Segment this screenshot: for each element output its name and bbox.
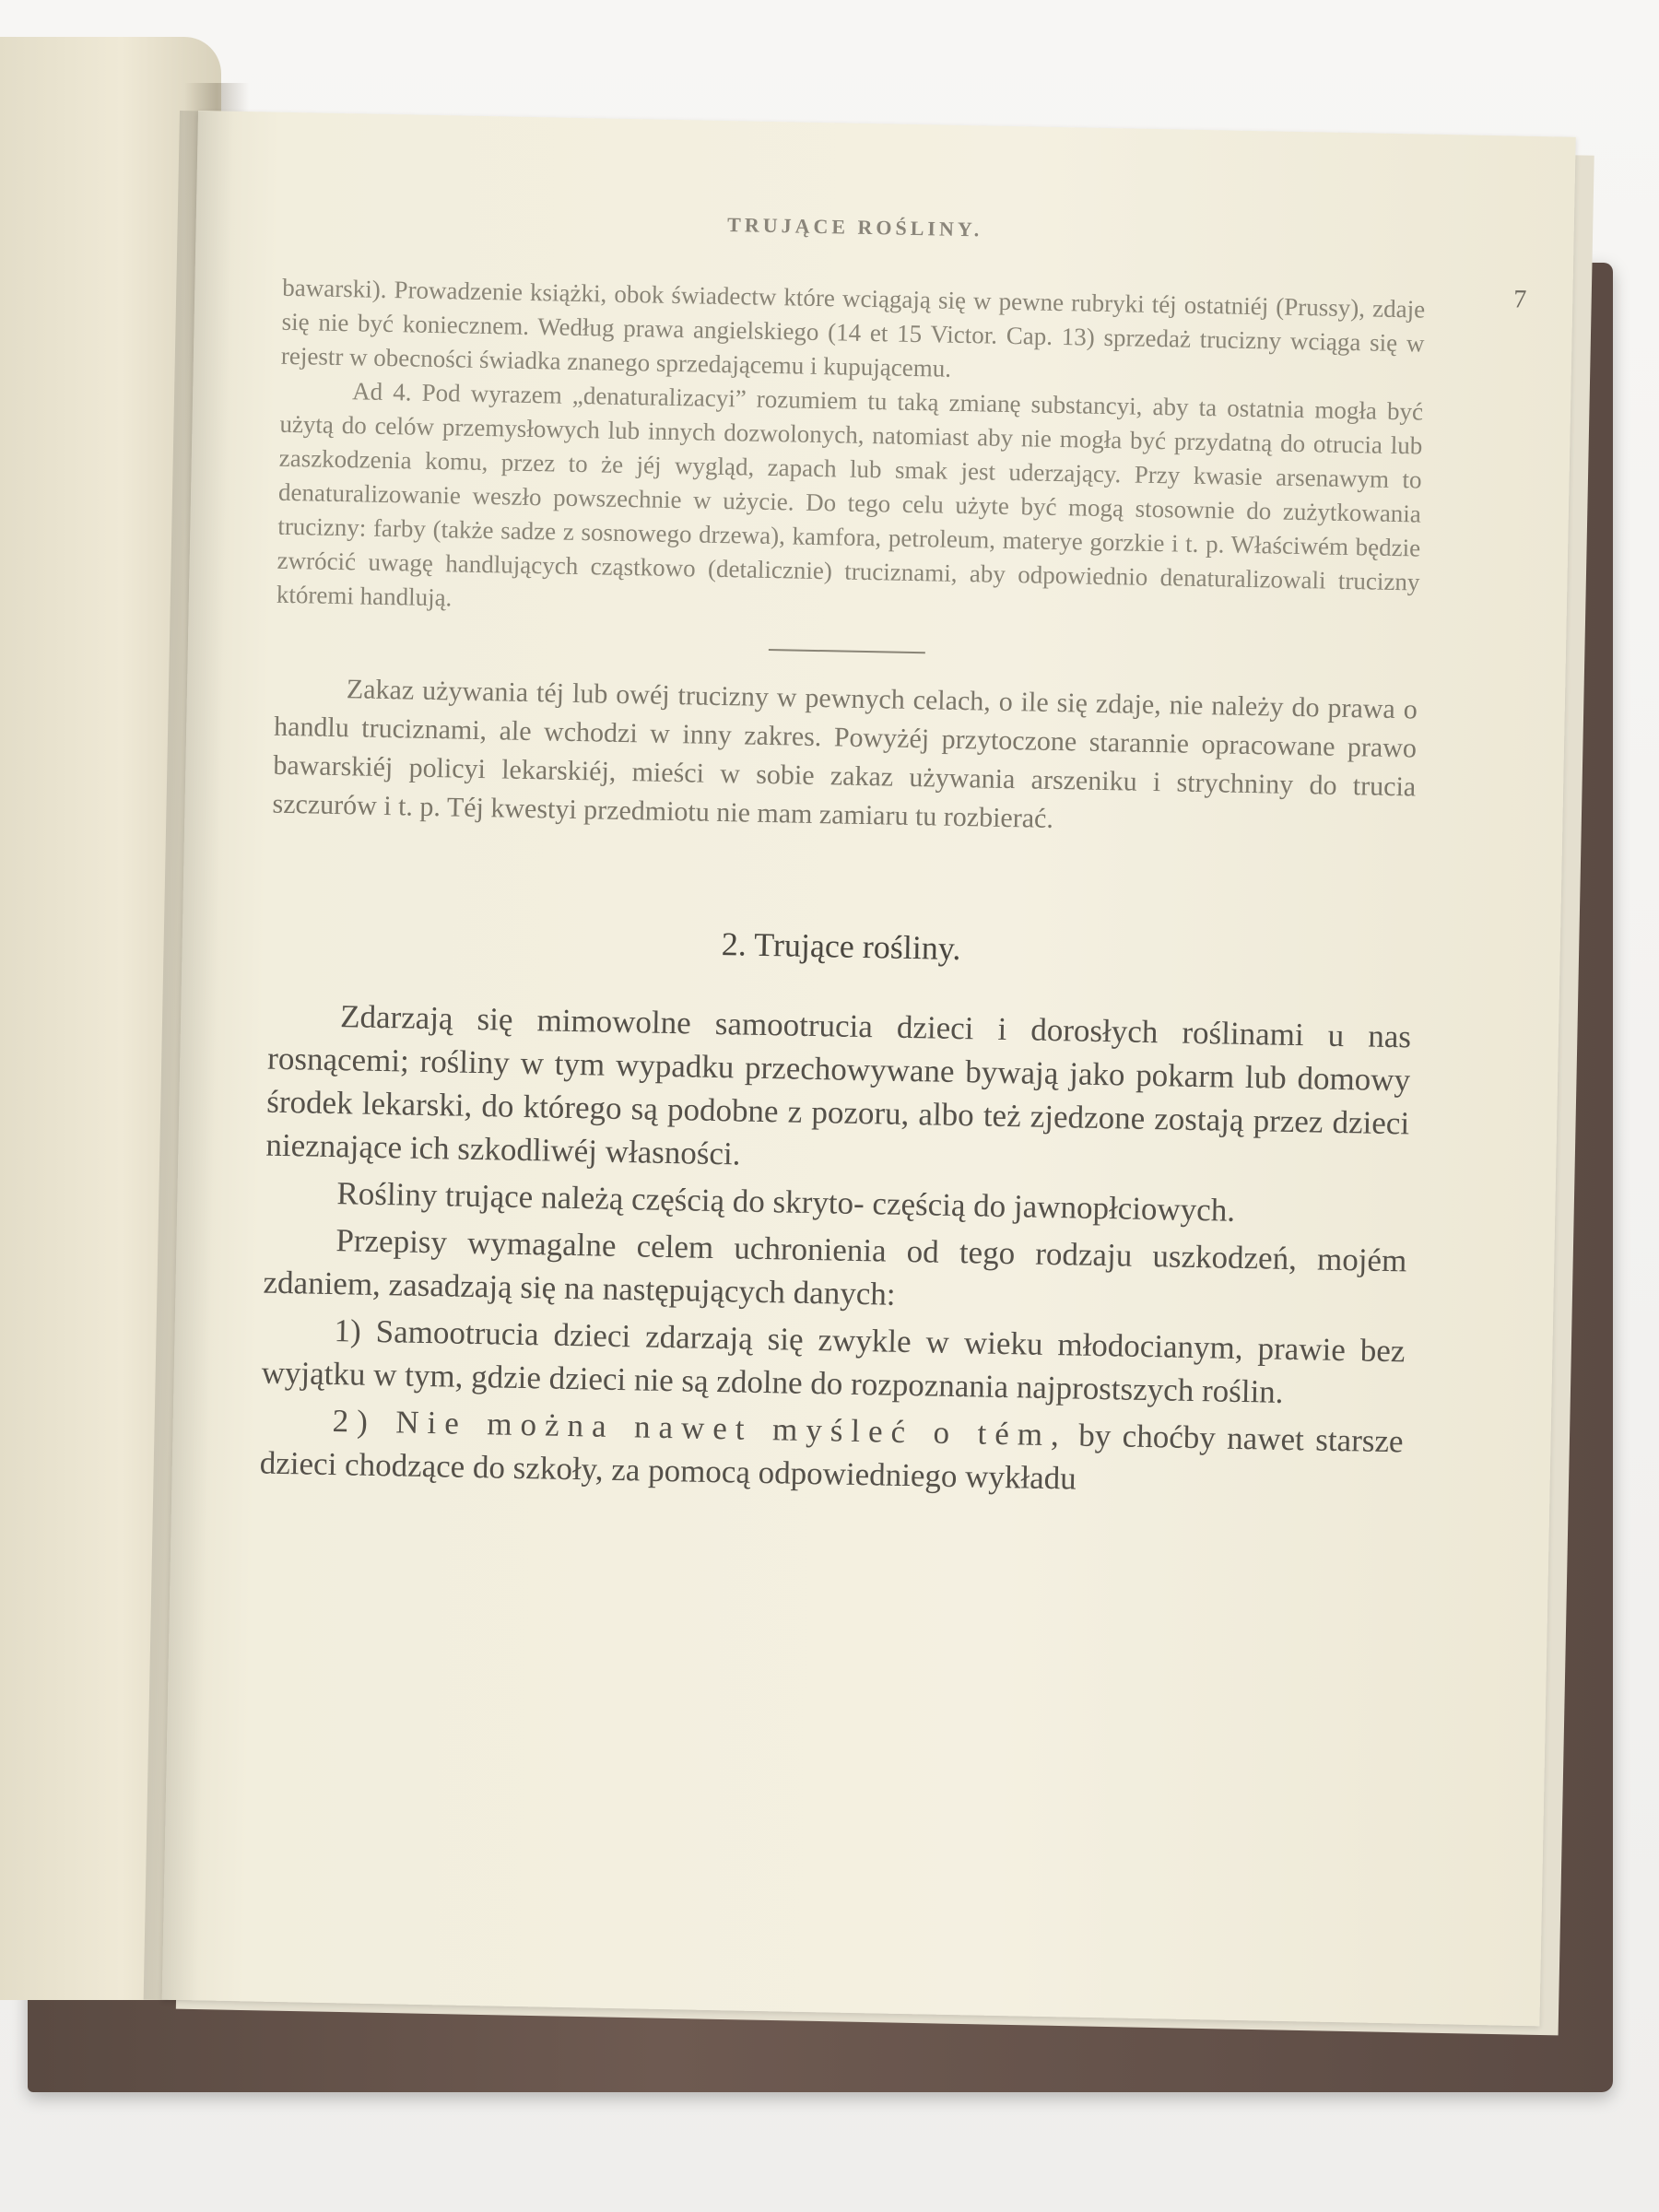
- small-paragraph-2: Ad 4. Pod wyrazem „denaturalizacyi” rozumiem tu taką zmianę substancyi, aby ta ostatnia mogła być użytą do celów przemysłowych lub innych dozwolonych, natomiast aby nie mogła być przydatną do otrucia lub zaszkodzenia komu, przez to że jéj wygląd, zapach lub smak jest uderzający. Przy kwasie arsenawym to denaturalizowanie weszło powszechnie w użycie. Do tego celu użyte być mogą stosownie do zużytkowania trucizny: farby (także sadze z sosnowego drzewa), kamfora, petroleum, materye gorzkie i t. p. Właściwém będzie zwrócić uwagę handlujących cząstkowo (detalicznie) truciznami, aby odpowiednio denaturalizowali trucizny któremi handlują.: [276, 377, 1424, 612]
- page-content: [259, 205, 1427, 1511]
- body-paragraph-4: 1) Samootrucia dzieci zdarzają się zwykle w wieku młodocianym, prawie bez wyjątku w tym, gdzie dzieci nie są zdolne do rozpoznania najprostszych roślin.: [261, 1312, 1406, 1410]
- running-head: TRUJĄCE ROŚLINY.: [726, 213, 983, 241]
- page-number: 7: [1513, 285, 1527, 314]
- mid-paragraph: Zakaz używania téj lub owéj trucizny w pewnych celach, o ile się zdaje, nie należy do prawa o handlu truciznami, ale wchodzi w inny zakres. Powyżéj przytoczone starannie opracowane prawo bawarskiéj policyi lekarskiéj, mieści w sobie zakaz używania arszeniku i strychniny do trucia szczurów i t. p. Téj kwestyi przedmiotu nie mam zamiaru tu rozbierać.: [272, 674, 1418, 834]
- body-paragraph-2: Rośliny trujące należą częścią do skryto- częścią do jawnopłciowych.: [336, 1175, 1236, 1229]
- body-paragraph-5: [259, 1398, 1404, 1507]
- main-text-section: [259, 994, 1411, 1507]
- book-page: [162, 111, 1576, 2026]
- body-paragraph-3: Przepisy wymagalne celem uchronienia od tego rodzaju uszkodzeń, mojém zdaniem, zasadzają się na następujących danych:: [263, 1222, 1407, 1312]
- section-heading: 2. Trujące rośliny.: [721, 925, 961, 968]
- small-paragraph-1: bawarski). Prowadzenie książki, obok świadectw które wciągają się w pewne rubryki téj ostatniéj (Prussy), zdaje się nie być koniecznem. Według prawa angielskiego (14 et 15 Victor. Cap. 13) sprzedaż trucizny wciąga się w rejestr w obecności świadka znanego sprzedającemu i kupującemu.: [280, 273, 1426, 382]
- body-paragraph-1: Zdarzają się mimowolne samootrucia dzieci i dorosłych roślinami u nas rosnącemi; rośliny w tym wypadku przechowywane bywają jako pokarm lub domowy środek lekarski, do którego są podobne z pozoru, albo też zjedzone zostają przez dzieci nieznające ich szkodliwéj własności.: [265, 998, 1412, 1172]
- section-divider: [769, 649, 925, 653]
- spaced-lead-text: 2) Nie można nawet myśleć o tém,: [332, 1403, 1068, 1453]
- mid-print-section: [272, 669, 1418, 846]
- small-print-section: [276, 271, 1426, 634]
- paragraph-rest: by choćby nawet starsze dzieci chodzące do szkoły, za pomocą odpowiedniego wykładu: [259, 1417, 1404, 1497]
